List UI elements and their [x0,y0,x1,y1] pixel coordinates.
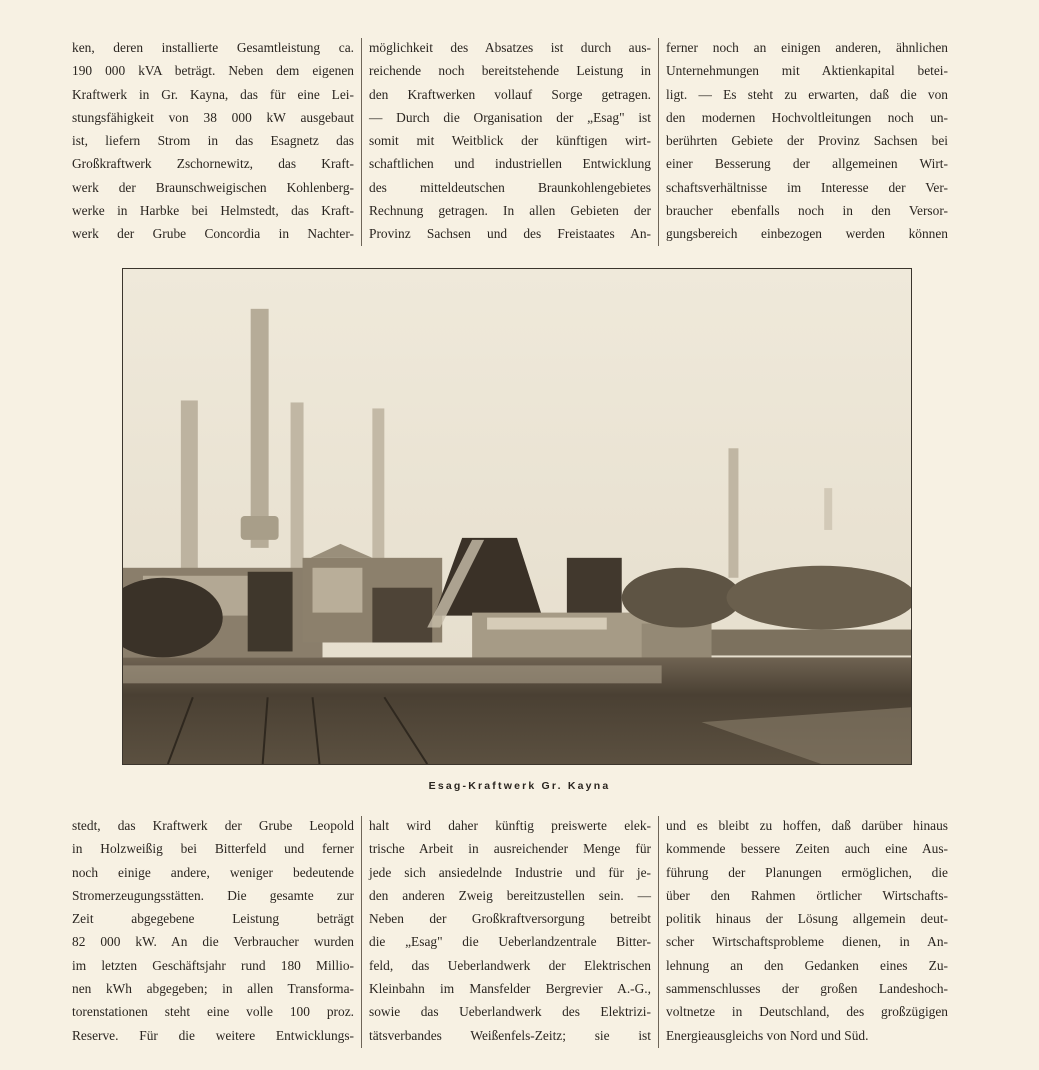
text-line: Zeit abgegebene Leistung beträgt [72,911,354,927]
text-line: die „Esag" die Ueberlandzentrale Bitter- [369,934,651,950]
text-line: den modernen Hochvoltleitungen noch un- [666,109,948,125]
text-line: stungsfähigkeit von 38 000 kW ausgebaut [72,109,354,125]
text-line: voltnetze in Deutschland, des großzügigen [666,1004,948,1020]
text-line: Kleinbahn im Mansfelder Bergrevier A.-G., [369,981,651,997]
top-column-3 [659,36,948,246]
chimney [372,408,384,577]
chimney-tall [251,309,269,548]
text-line: ligt. — Es steht zu erwarten, daß die von [666,86,948,102]
text-line: im letzten Geschäftsjahr rund 180 Millio- [72,957,354,973]
text-line: 82 000 kW. An die Verbraucher wurden [72,934,354,950]
top-column-2 [362,36,658,246]
text-line: einer Besserung der allgemeinen Wirt- [666,156,948,172]
text-line: feld, das Ueberlandwerk der Elektrischen [369,957,651,973]
chimney-distant [728,448,738,577]
text-line: berührten Gebiete der Provinz Sachsen bei [666,133,948,149]
text-line: Kraftwerk in Gr. Kayna, das für eine Lei- [72,86,354,102]
bottom-text-columns [72,814,949,1048]
text-line: sowie das Ueberlandwerk des Elektrizi- [369,1004,651,1020]
text-line: den anderen Zweig bereitzustellen sein. — [369,887,651,903]
text-line: politik hinaus der Lösung allgemein deut- [666,911,948,927]
text-line: ist, liefern Strom in das Esagnetz das [72,133,354,149]
text-line: noch einige andere, weniger bedeutende [72,864,354,880]
text-line: werke in Harbke bei Helmstedt, das Kraft- [72,203,354,219]
text-line: gungsbereich einbezogen werden können [666,226,948,242]
power-plant-illustration [123,269,911,764]
text-line: führung der Planungen ermöglichen, die [666,864,948,880]
text-line: möglichkeit des Absatzes ist durch aus- [369,40,651,55]
text-line: braucher ebenfalls noch in den Versor- [666,203,948,219]
text-line: schaftsverhältnisse im Interesse der Ver- [666,179,948,195]
trees [622,568,742,628]
text-line: werk der Grube Concordia in Nachter- [72,226,354,242]
power-plant-photograph [122,268,912,765]
top-text-columns [72,36,949,246]
text-line: Unternehmungen mit Aktienkapital betei- [666,63,948,79]
awnings [487,618,607,630]
text-line: somit mit Weitblick der künftigen wirt- [369,133,651,149]
text-line: sammenschlusses der großen Landeshoch- [666,981,948,997]
text-line: ferner noch an einigen anderen, ähnlichen [666,40,948,55]
text-line: Neben der Großkraftversorgung betreibt [369,911,651,927]
building-dark [248,572,293,652]
text-line: Rechnung getragen. In allen Gebieten der [369,203,651,219]
text-line: und es bleibt zu hoffen, daß darüber hinaus [666,818,948,833]
text-line: Großkraftwerk Zschornewitz, das Kraft- [72,156,354,172]
text-line: Provinz Sachsen und des Freistaates An- [369,226,651,242]
top-column-1 [72,36,361,246]
text-line: jede sich ansiedelnde Industrie und für je- [369,864,651,880]
text-line: in Holzweißig bei Bitterfeld und ferner [72,841,354,857]
road [123,665,662,683]
text-line: trische Arbeit in ausreichender Menge für [369,841,651,857]
text-line: schaftlichen und industriellen Entwicklung [369,156,651,172]
text-line: ken, deren installierte Gesamtleistung ca. [72,40,354,55]
text-line: halt wird daher künftig preiswerte elek- [369,818,651,833]
text-line: torenstationen steht eine volle 100 proz. [72,1004,354,1020]
cooling-tower [567,558,622,616]
text-line: 190 000 kVA beträgt. Neben dem eigenen [72,63,354,79]
text-line: Energieausgleichs von Nord und Süd. [666,1027,869,1043]
text-line: reichende noch bereitstehende Leistung in [369,63,651,79]
text-line: scher Wirtschaftsprobleme dienen, in An- [666,934,948,950]
text-line: nen kWh abgegeben; in allen Transforma- [72,981,354,997]
bottom-column-2 [362,814,658,1048]
chimney-distant [824,488,832,530]
chimney [291,402,304,581]
text-line: Stromerzeugungsstätten. Die gesamte zur [72,887,354,903]
bottom-column-1 [72,814,361,1048]
text-line: werk der Braunschweigischen Kohlenberg- [72,179,354,195]
bottom-column-3 [659,814,948,1048]
text-line: des mitteldeutschen Braunkohlengebietes [369,179,651,195]
text-line: kommende bessere Zeiten auch eine Aus- [666,841,948,857]
water-tower [241,516,279,540]
text-line: — Durch die Organisation der „Esag" ist [369,109,651,125]
text-line: tätsverbandes Weißenfels-Zeitz; sie ist [369,1027,651,1043]
low-buildings [712,630,911,656]
text-line: den Kraftwerken vollauf Sorge getragen. [369,86,651,102]
trees [726,566,911,630]
building-dark [372,588,432,643]
building-facade [313,568,363,613]
text-line: über den Rahmen örtlicher Wirtschafts- [666,887,948,903]
text-line: lehnung an den Gedanken eines Zu- [666,957,948,973]
figure-caption: Esag-Kraftwerk Gr. Kayna [428,780,611,792]
text-line: stedt, das Kraftwerk der Grube Leopold [72,818,354,833]
text-line: Reserve. Für die weitere Entwicklungs- [72,1027,354,1043]
